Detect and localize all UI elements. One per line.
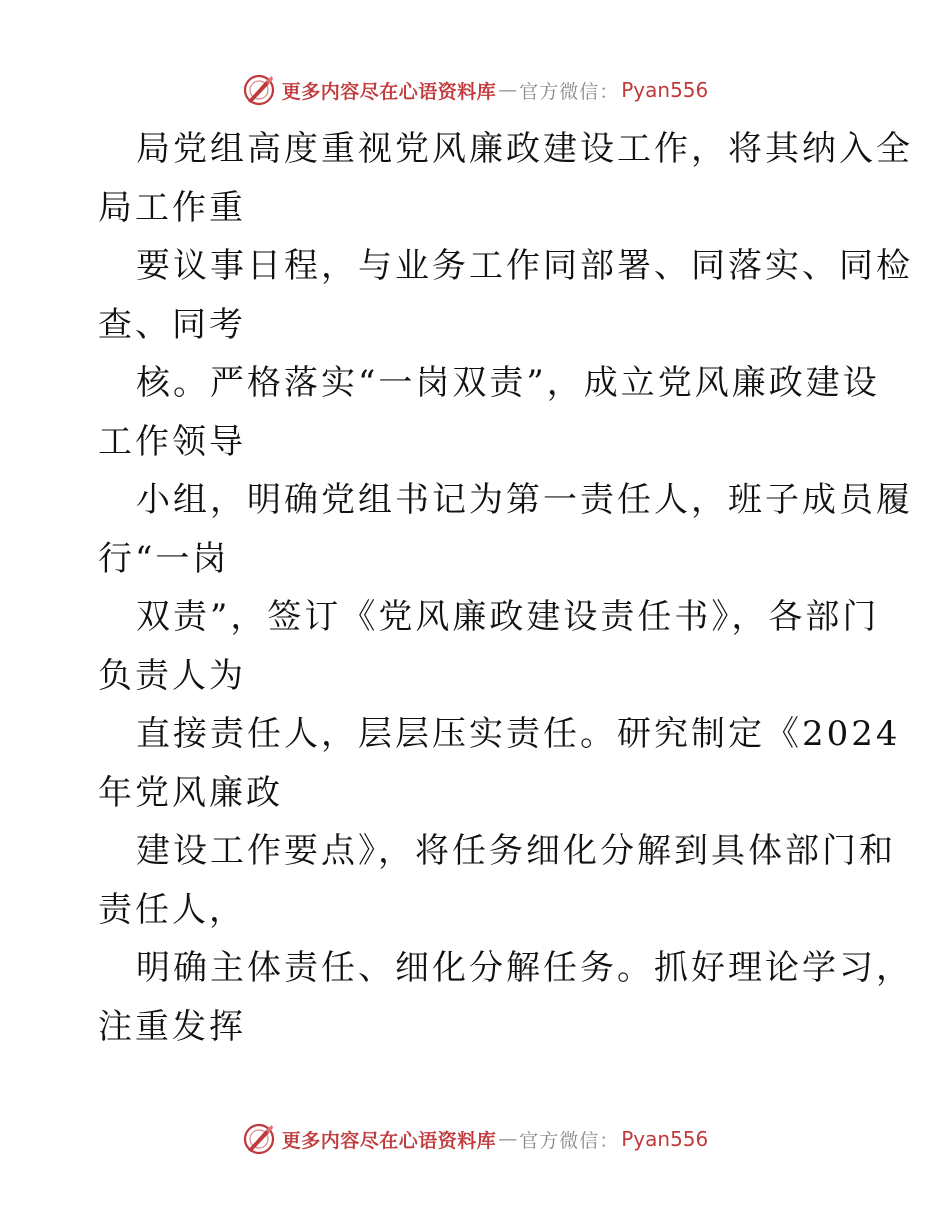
body-line: 查、同考 [98,304,246,345]
body-line: 年党风廉政 [98,772,283,813]
wechat-id: Pyan556 [621,1127,709,1151]
body-line: 要议事日程，与业务工作同部署、同落实、同检 [136,246,913,286]
quill-logo-icon [242,1122,276,1156]
document-body [98,120,913,1056]
body-line: 核。严格落实“一岗双责”，成立党风廉政建设 [136,363,880,403]
body-line: 责任人， [98,889,246,930]
body-line: 注重发挥 [98,1006,246,1047]
quill-logo-icon [242,73,276,107]
wechat-label: 官方微信： [519,80,620,103]
separator-dash: — [498,79,518,101]
body-line: 行“一岗 [98,538,230,579]
body-line: 双责”，签订《党风廉政建设责任书》，各部门 [136,597,880,637]
body-line: 负责人为 [98,655,246,696]
body-line: 工作领导 [98,421,246,462]
body-line: 建设工作要点》，将任务细化分解到具体部门和 [136,831,896,871]
body-line: 明确主体责任、细化分解任务。抓好理论学习， [136,948,913,988]
body-line: 小组，明确党组书记为第一责任人，班子成员履 [136,480,913,520]
site-name: 更多内容尽在心语资料库 [281,80,497,103]
body-line: 局党组高度重视党风廉政建设工作，将其纳入全 [136,129,913,169]
header-watermark [0,70,950,110]
wechat-label: 官方微信： [519,1129,620,1152]
footer-watermark [0,1119,950,1159]
separator-dash: — [498,1128,518,1150]
body-line: 直接责任人，层层压实责任。研究制定《2024 [136,714,901,754]
body-line: 局工作重 [98,187,246,228]
wechat-id: Pyan556 [621,78,709,102]
site-name: 更多内容尽在心语资料库 [281,1129,497,1152]
